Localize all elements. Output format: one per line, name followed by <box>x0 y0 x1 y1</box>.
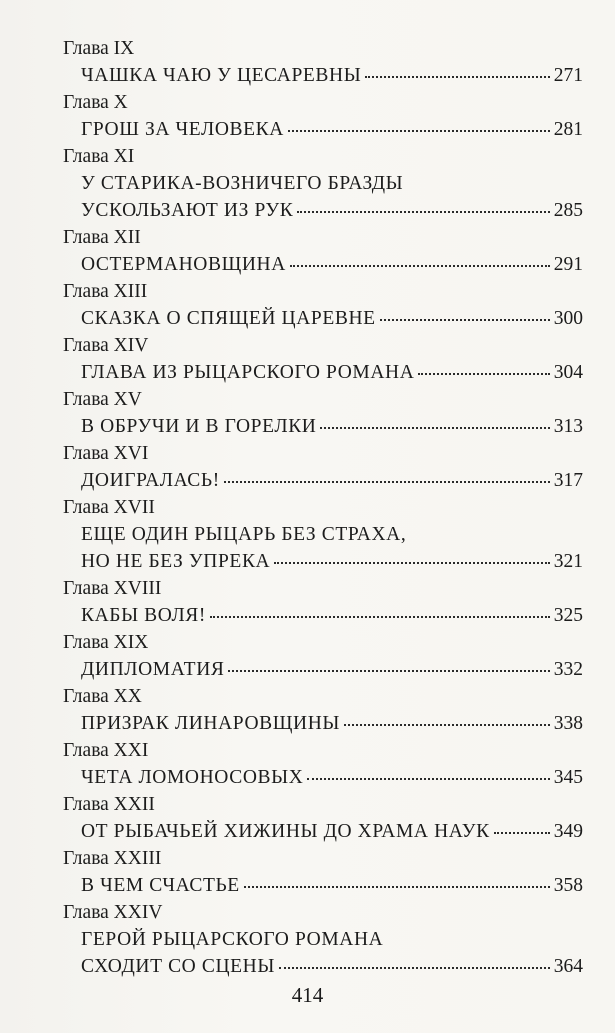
chapter-title: ПРИЗРАК ЛИНАРОВЩИНЫ <box>81 713 340 734</box>
toc-entry <box>63 683 583 737</box>
chapter-title: ДОИГРАЛАСЬ! <box>81 470 220 491</box>
page-reference: 313 <box>553 416 583 437</box>
page-reference: 332 <box>553 659 583 680</box>
toc-entry <box>63 440 583 494</box>
toc-title-row <box>63 305 583 332</box>
chapter-title: НО НЕ БЕЗ УПРЕКА <box>81 551 271 572</box>
toc-entry <box>63 224 583 278</box>
dot-leader <box>244 886 550 888</box>
chapter-label: Глава XXIV <box>63 902 163 923</box>
chapter-title: ЧАШКА ЧАЮ У ЦЕСАРЕВНЫ <box>81 65 362 86</box>
chapter-title: СКАЗКА О СПЯЩЕЙ ЦАРЕВНЕ <box>81 308 376 329</box>
chapter-label: Глава XX <box>63 686 142 707</box>
chapter-label: Глава XXIII <box>63 848 162 869</box>
page-reference: 285 <box>553 200 583 221</box>
page-reference: 325 <box>553 605 583 626</box>
dot-leader <box>288 130 550 132</box>
dot-leader <box>279 967 550 969</box>
toc-title-row <box>63 656 583 683</box>
toc-entry <box>63 89 583 143</box>
page-reference: 281 <box>553 119 583 140</box>
toc-title-row <box>63 764 583 791</box>
toc-entry <box>63 845 583 899</box>
toc-title-row <box>63 359 583 386</box>
page-reference: 271 <box>553 65 583 86</box>
dot-leader <box>320 427 549 429</box>
toc-title-row <box>63 953 583 980</box>
toc-title-row <box>63 116 583 143</box>
toc-entry <box>63 737 583 791</box>
chapter-label: Глава XXII <box>63 794 155 815</box>
page-reference: 300 <box>553 308 583 329</box>
toc-entry <box>63 143 583 224</box>
page-reference: 317 <box>553 470 583 491</box>
toc-entry <box>63 35 583 89</box>
toc-entry <box>63 575 583 629</box>
chapter-title: ЧЕТА ЛОМОНОСОВЫХ <box>81 767 304 788</box>
page-number: 414 <box>291 983 324 1007</box>
chapter-title: В ЧЕМ СЧАСТЬЕ <box>81 875 240 896</box>
toc-title-row <box>63 818 583 845</box>
dot-leader <box>494 832 550 834</box>
toc-title-row <box>63 413 583 440</box>
dot-leader <box>344 724 550 726</box>
chapter-label: Глава XVIII <box>63 578 162 599</box>
chapter-title: УСКОЛЬЗАЮТ ИЗ РУК <box>81 200 294 221</box>
page-reference: 364 <box>553 956 583 977</box>
chapter-title: ДИПЛОМАТИЯ <box>81 659 225 680</box>
chapter-label: Глава IX <box>63 38 135 59</box>
chapter-label: Глава XII <box>63 227 141 248</box>
page-reference: 345 <box>553 767 583 788</box>
dot-leader <box>365 76 549 78</box>
toc-entry <box>63 494 583 575</box>
toc-entry <box>63 278 583 332</box>
page-reference: 291 <box>553 254 583 275</box>
chapter-title: ОТ РЫБАЧЬЕЙ ХИЖИНЫ ДО ХРАМА НАУК <box>81 821 490 842</box>
toc-title-row <box>63 548 583 575</box>
chapter-title-line: ЕЩЕ ОДИН РЫЦАРЬ БЕЗ СТРАХА, <box>81 524 407 545</box>
chapter-title: СХОДИТ СО СЦЕНЫ <box>81 956 275 977</box>
chapter-label: Глава X <box>63 92 128 113</box>
toc-entry <box>63 332 583 386</box>
dot-leader <box>228 670 549 672</box>
dot-leader <box>274 562 550 564</box>
chapter-title: КАБЫ ВОЛЯ! <box>81 605 207 626</box>
dot-leader <box>380 319 550 321</box>
chapter-title-line: ГЕРОЙ РЫЦАРСКОГО РОМАНА <box>81 929 384 950</box>
chapter-label: Глава XVI <box>63 443 149 464</box>
dot-leader <box>224 481 550 483</box>
chapter-title: ОСТЕРМАНОВЩИНА <box>81 254 286 275</box>
chapter-title: ГЛАВА ИЗ РЫЦАРСКОГО РОМАНА <box>81 362 415 383</box>
dot-leader <box>418 373 549 375</box>
page-reference: 304 <box>553 362 583 383</box>
chapter-label: Глава XV <box>63 389 142 410</box>
page-reference: 338 <box>553 713 583 734</box>
chapter-label: Глава XI <box>63 146 135 167</box>
dot-leader <box>307 778 549 780</box>
page-reference: 349 <box>553 821 583 842</box>
toc-title-row <box>63 62 583 89</box>
dot-leader <box>297 211 549 213</box>
page-reference: 321 <box>553 551 583 572</box>
toc-title-row <box>63 872 583 899</box>
dot-leader <box>210 616 550 618</box>
chapter-title: В ОБРУЧИ И В ГОРЕЛКИ <box>81 416 317 437</box>
chapter-label: Глава XIII <box>63 281 148 302</box>
toc-title-row <box>63 710 583 737</box>
toc-title-row <box>63 602 583 629</box>
toc-title-row <box>63 251 583 278</box>
toc-entry <box>63 899 583 980</box>
chapter-label: Глава XIV <box>63 335 149 356</box>
chapter-label: Глава XXI <box>63 740 149 761</box>
chapter-title-line: У СТАРИКА-ВОЗНИЧЕГО БРАЗДЫ <box>81 173 404 194</box>
table-of-contents <box>63 35 583 980</box>
chapter-label: Глава XIX <box>63 632 149 653</box>
toc-entry <box>63 629 583 683</box>
toc-title-row <box>63 197 583 224</box>
chapter-label: Глава XVII <box>63 497 155 518</box>
toc-entry <box>63 386 583 440</box>
page-reference: 358 <box>553 875 583 896</box>
toc-entry <box>63 791 583 845</box>
chapter-title: ГРОШ ЗА ЧЕЛОВЕКА <box>81 119 284 140</box>
toc-title-row <box>63 467 583 494</box>
dot-leader <box>290 265 550 267</box>
